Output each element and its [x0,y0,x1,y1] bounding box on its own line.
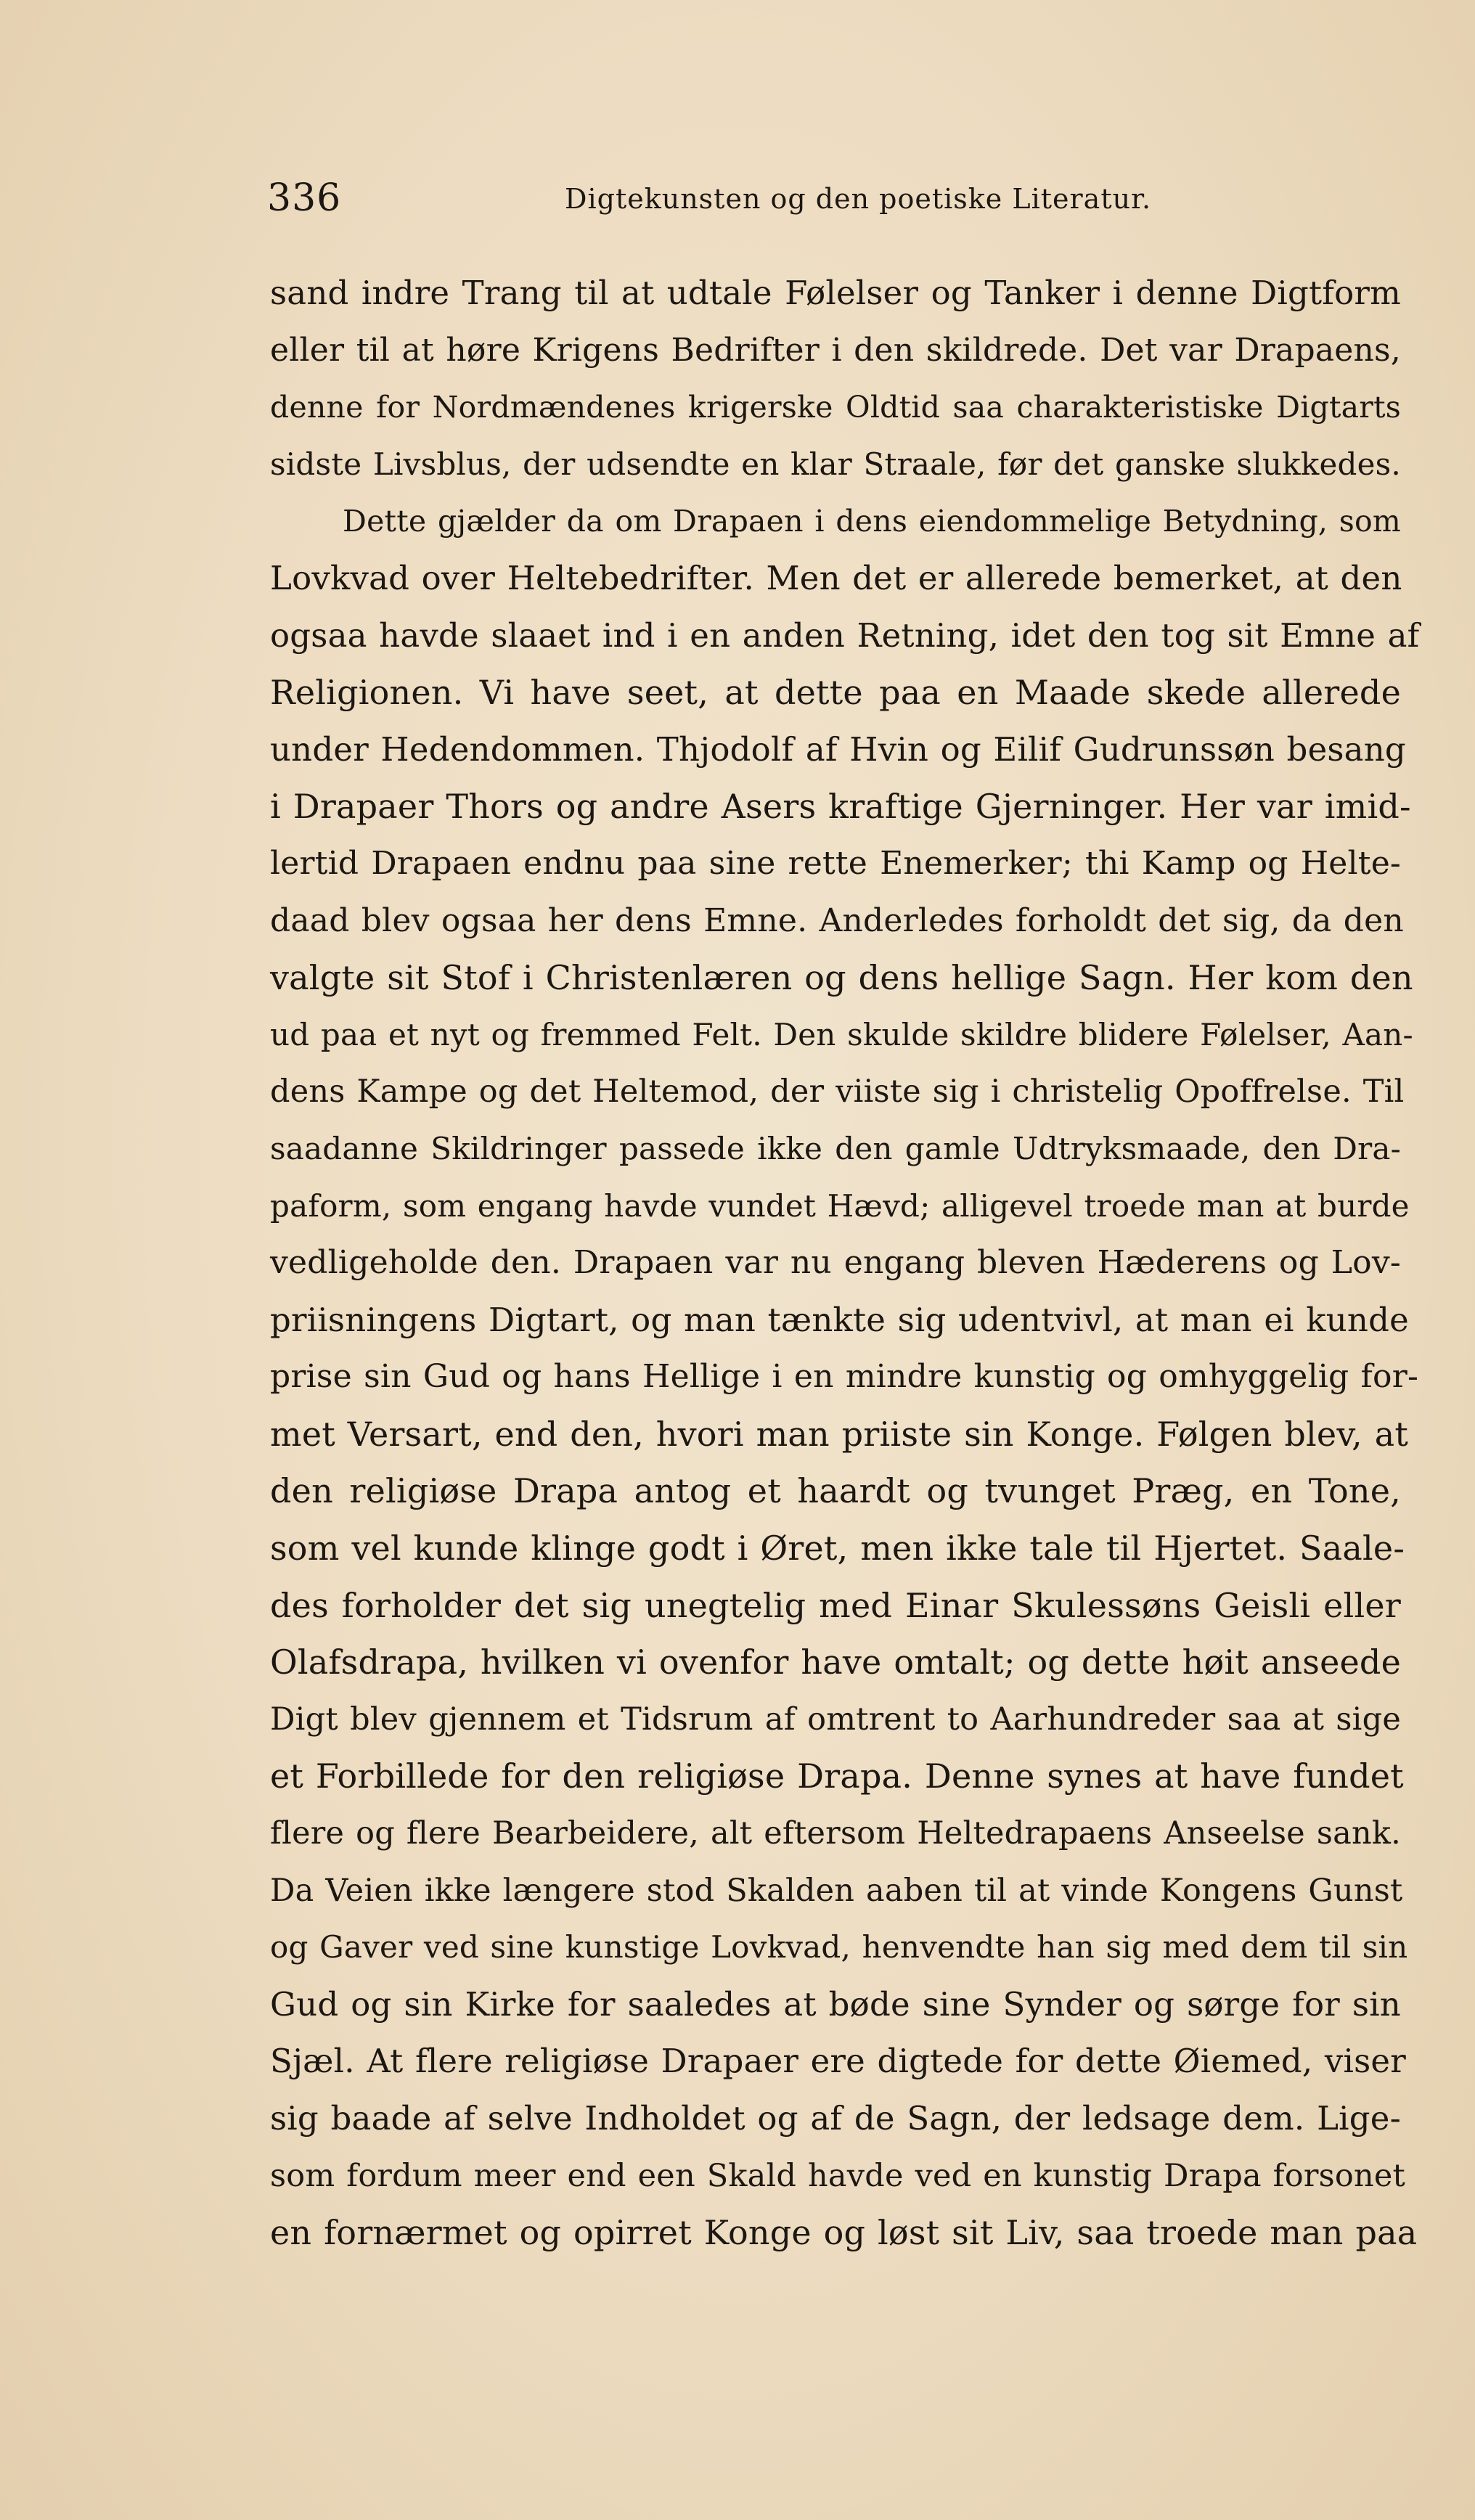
text-line: paform, som engang havde vundet Hævd; alligevel troede man at burde [270,1187,1410,1224]
text-line: des forholder det sig unegtelig med Einar Skulessøns Geisli eller [270,1585,1401,1625]
text-line: Lovkvad over Heltebedrifter. Men det er allerede bemerket, at den [270,558,1402,597]
text-line: Sjæl. At flere religiøse Drapaer ere digtede for dette Øiemed, viser [270,2042,1406,2081]
running-head: Digtekunsten og den poetiske Literatur. [565,183,1152,215]
text-line: sig baade af selve Indholdet og af de Sagn, der ledsage dem. Lige- [270,2099,1401,2138]
text-line: prise sin Gud og hans Hellige i en mindre kunstig og omhyggelig for- [270,1358,1419,1396]
page-header [267,173,1415,224]
text-line: daad blev ogsaa her dens Emne. Anderledes forholdt det sig, da den [270,901,1404,939]
paragraph-start-line: Dette gjælder da om Drapaen i dens eiendommelige Betydning, som [343,504,1401,539]
text-line: en fornærmet og opirret Konge og løst sit Liv, saa troede man paa [270,2213,1418,2253]
page-number: 336 [267,176,342,220]
text-line: valgte sit Stof i Christenlæren og dens hellige Sagn. Her kom den [270,958,1413,998]
text-line: i Drapaer Thors og andre Asers kraftige Gjerninger. Her var imid- [270,787,1411,827]
text-line: ogsaa havde slaaet ind i en anden Retning, idet den tog sit Emne af [270,615,1420,655]
text-line: denne for Nordmændenes krigerske Oldtid saa charakteristiske Digtarts [270,390,1401,425]
text-line: sidste Livsblus, der udsendte en klar Straale, før det ganske slukkedes. [270,446,1401,482]
text-line: Da Veien ikke længere stod Skalden aaben til at vinde Kongens Gunst [270,1872,1403,1909]
text-line: et Forbillede for den religiøse Drapa. Denne synes at have fundet [270,1756,1404,1796]
text-line: Olafsdrapa, hvilken vi ovenfor have omtalt; og dette høit anseede [270,1642,1401,1682]
text-line: og Gaver ved sine kunstige Lovkvad, henvendte han sig med dem til sin [270,1929,1408,1965]
text-line: eller til at høre Krigens Bedrifter i den skildrede. Det var Drapaens, [270,331,1401,369]
text-line: dens Kampe og det Heltemod, der viiste sig i christelig Opoffrelse. Til [270,1073,1405,1110]
text-line: vedligeholde den. Drapaen var nu engang bleven Hæderens og Lov- [270,1244,1401,1282]
text-line: ud paa et nyt og fremmed Felt. Den skulde skildre blidere Følelser, Aan- [270,1016,1413,1052]
text-line: saadanne Skildringer passede ikke den gamle Udtryksmaade, den Dra- [270,1130,1401,1166]
text-line: flere og flere Bearbeidere, alt eftersom Heltedrapaens Anseelse sank. [270,1815,1401,1852]
text-line: under Hedendommen. Thjodolf af Hvin og Eilif Gudrunssøn besang [270,729,1406,769]
text-line: Digt blev gjennem et Tidsrum af omtrent to Aarhundreder saa at sige [270,1701,1401,1738]
text-line: met Versart, end den, hvori man priiste sin Konge. Følgen blev, at [270,1414,1409,1454]
text-line: den religiøse Drapa antog et haardt og tvunget Præg, en Tone, [270,1471,1401,1511]
text-line: sand indre Trang til at udtale Følelser og Tanker i denne Digtform [270,274,1401,312]
text-line: Religionen. Vi have seet, at dette paa en Maade skede allerede [270,673,1401,713]
text-line: som fordum meer end een Skald havde ved en kunstig Drapa forsonet [270,2157,1405,2194]
text-line: priisningens Digtart, og man tænkte sig udentvivl, at man ei kunde [270,1300,1409,1339]
text-line: lertid Drapaen endnu paa sine rette Enemerker; thi Kamp og Helte- [270,844,1401,882]
text-line: Gud og sin Kirke for saaledes at bøde sine Synder og sørge for sin [270,1984,1401,2024]
text-line: som vel kunde klinge godt i Øret, men ikke tale til Hjertet. Saale- [270,1529,1405,1568]
body-text [270,265,1420,2262]
